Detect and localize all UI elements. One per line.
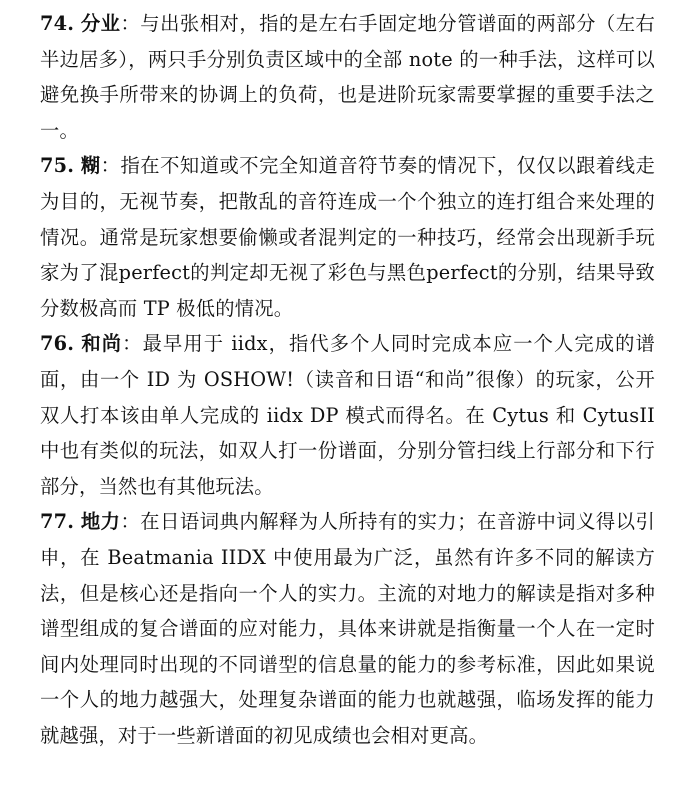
glossary-entry-74 — [40, 6, 655, 148]
entry-body: 在日语词典内解释为人所持有的实力；在音游中词义得以引申，在 Beatmania IIDX 中使用最为广泛，虽然有许多不同的解读方法，但是核心还是指向一个人的实力。主流的对地力的解读是指对多种谱型组成的复合谱面的应对能力，具体来讲就是指衡量一个人在一定时间内处理同时出现的不同谱型的信息量的能力的参考标准，因此如果说一个人的地力越强大，处理复杂谱面的能力也就越强，临场发挥的能力就越强，对于一些新谱面的初见成绩也会相对更高。 — [40, 510, 655, 747]
entry-separator: ： — [120, 12, 141, 35]
glossary-entry-76 — [40, 326, 655, 504]
entry-body: 与出张相对，指的是左右手固定地分管谱面的两部分（左右半边居多），两只手分别负责区域中的全部 note 的一种手法，这样可以避免换手所带来的协调上的负荷，也是进阶玩家需要掌握的重要手法之一。 — [40, 12, 655, 142]
entry-number: 75. — [40, 154, 75, 178]
entry-term: 地力 — [80, 510, 121, 534]
entry-separator: ： — [122, 332, 143, 356]
glossary-entry-77 — [40, 504, 655, 753]
entry-separator: ： — [100, 154, 121, 178]
entry-term: 分业 — [80, 12, 121, 35]
entry-number: 74. — [40, 12, 75, 35]
entry-term: 和尚 — [81, 332, 123, 356]
entry-number: 77. — [40, 510, 75, 534]
entry-body: 最早用于 iidx，指代多个人同时完成本应一个人完成的谱面，由一个 ID 为 OSHOW!（读音和日语“和尚”很像）的玩家，公开双人打本该由单人完成的 iidx DP 模式而得名。在 Cytus 和 CytusII 中也有类似的玩法，如双人打一份谱面，分别分管扫线上行部分和下行部分，当然也有其他玩法。 — [40, 332, 655, 498]
entry-term: 糊 — [80, 154, 101, 178]
glossary-entry-75 — [40, 148, 655, 326]
entry-separator: ： — [120, 510, 141, 534]
entry-number: 76. — [40, 332, 75, 356]
entry-body: 指在不知道或不完全知道音符节奏的情况下，仅仅以跟着线走为目的，无视节奏，把散乱的音符连成一个个独立的连打组合来处理的情况。通常是玩家想要偷懒或者混判定的一种技巧，经常会出现新手玩家为了混perfect的判定却无视了彩色与黑色perfect的分别，结果导致分数极高而 TP 极低的情况。 — [40, 154, 655, 320]
